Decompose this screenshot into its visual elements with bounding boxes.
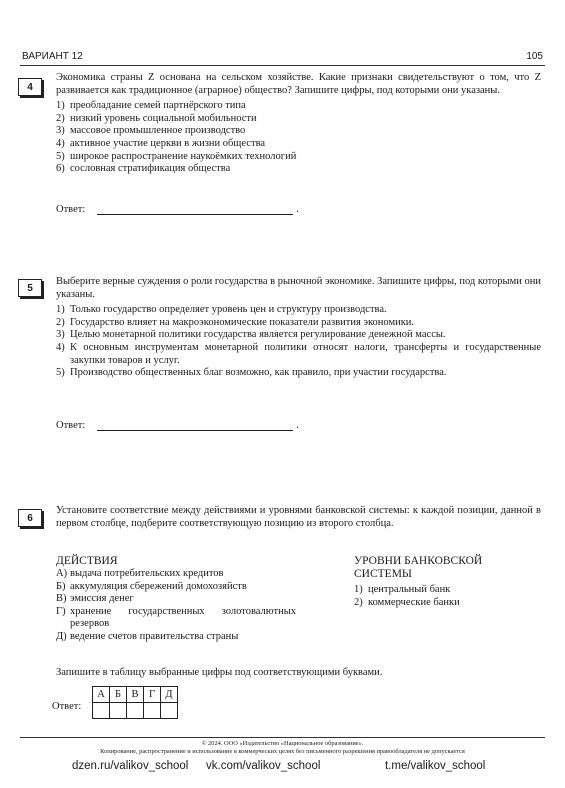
option-text: массовое промышленное производство [70,125,246,137]
link-telegram[interactable]: t.me/valikov_school [385,760,486,772]
option-item [56,568,296,581]
option-item [56,593,296,606]
option-key: В) [56,593,67,605]
task-4 [16,72,541,222]
task-question: Экономика страны Z основана на сельском хозяйстве. Какие признаки свидетельствуют о том, что Z развивается как традиционное (аграрное) общество? Запишите цифры, под которыми они указаны. [56,72,541,96]
option-item [56,581,296,594]
option-key: Б) [56,580,66,592]
answer-label-row [52,701,81,712]
page-number: 105 [526,51,543,62]
option-text: К основным инструментам монетарной политики относят налоги, трансферты и государственные закупки товаров и услуг. [70,341,541,366]
option-text: выдача потребительских кредитов [70,568,224,579]
option-text: ведение счетов правительства страны [70,630,239,642]
option-item [56,317,541,330]
answer-cell[interactable] [110,703,127,719]
option-key: Г) [56,605,66,617]
match-right-column [354,555,541,609]
option-item [56,367,541,380]
option-item [354,597,541,610]
option-text: коммерческие банки [368,596,460,608]
option-key: 3) [56,329,65,341]
answer-line[interactable] [97,420,293,431]
option-key: 4) [56,137,65,149]
option-key: 1) [56,100,65,112]
answer-cell[interactable] [93,703,110,719]
option-key: 5) [56,150,65,162]
task-question: Выберите верные суждения о роли государства в рыночной экономике. Запишите цифры, под которыми они указаны. [56,276,541,300]
task-6 [16,505,541,725]
task-number-box: 6 [18,509,42,527]
answer-label: Ответ: [56,420,86,431]
answer-table [92,686,178,719]
task-5 [16,276,541,436]
column-header: УРОВНИ БАНКОВСКОЙ СИСТЕМЫ [354,555,483,580]
option-item [56,304,541,317]
options-list [56,304,541,380]
option-item [56,125,541,138]
option-key: 1) [354,584,363,595]
option-text: низкий уровень социальной мобильности [70,112,257,124]
task-question: Установите соответствие между действиями и уровнями банковской системы: к каждой позиции, данной в первом столбце, подберите соответствующую позицию из второго столбца. [56,505,541,529]
answer-field[interactable]: Ответ: . [56,204,299,215]
option-key: 4) [56,341,65,353]
option-text: Производство общественных благ возможно, как правило, при участии государства. [70,367,447,379]
column-header: ДЕЙСТВИЯ [56,555,118,567]
answer-line[interactable] [97,204,293,215]
option-key: 1) [56,304,65,316]
option-item [56,606,296,631]
option-item [56,113,541,126]
right-items [354,584,541,609]
link-dzen[interactable]: dzen.ru/valikov_school [72,760,189,772]
options-list [56,100,541,176]
option-item [354,584,541,597]
option-key: 2) [56,316,65,328]
option-text: центральный банк [368,584,451,595]
table-letter: Д [161,687,178,703]
variant-label: ВАРИАНТ 12 [22,51,83,62]
table-letter: В [127,687,144,703]
page-header [20,49,545,66]
table-letter: А [93,687,110,703]
option-item [56,151,541,164]
match-left-column [56,555,296,644]
table-letter: Б [110,687,127,703]
option-key: 2) [354,596,363,608]
table-letter: Г [144,687,161,703]
option-text: Государство влияет на макроэкономические показатели развития экономики. [70,316,415,328]
answer-label: Ответ: [52,701,82,712]
option-item [56,329,541,342]
option-text: Только государство определяет уровень цен и структуру производства. [70,304,387,316]
answer-cell[interactable] [161,703,178,719]
task-content [56,505,541,530]
links-row [0,760,565,776]
task-content [56,276,541,380]
option-text: широкое распространение наукоёмких технологий [70,150,297,162]
option-item [56,163,541,176]
option-key: А) [56,568,68,579]
footer [20,737,545,756]
option-key: Д) [56,630,67,642]
copyright-notice: Копирование, распространение и использование в коммерческих целях без письменного разрешения правообладателя не допускается [100,748,465,755]
task-content [56,72,541,176]
option-text: эмиссия денег [70,593,134,605]
option-item [56,100,541,113]
option-item [56,631,296,644]
task-number-box: 5 [18,279,42,297]
instruction: Запишите в таблицу выбранные цифры под соответствующими буквами. [56,667,383,678]
answer-label: Ответ: [56,204,86,215]
option-key: 2) [56,112,65,124]
copyright: © 2024. ООО «Издательство «Национальное образование». [201,740,364,747]
option-item [56,138,541,151]
option-text: сословная стратификация общества [70,163,231,175]
option-text: хранение государственных золотовалютных резервов [70,605,296,630]
answer-cell[interactable] [144,703,161,719]
answer-field[interactable]: Ответ: . [56,420,299,431]
link-vk[interactable]: vk.com/valikov_school [206,760,321,772]
option-text: Целью монетарной политики государства является регулирование денежной массы. [70,329,446,341]
answer-cell[interactable] [127,703,144,719]
task-number-box: 4 [18,78,42,96]
left-items [56,568,296,644]
option-key: 5) [56,367,65,379]
option-key: 6) [56,163,65,175]
option-text: преобладание семей партнёрского типа [70,100,246,112]
option-key: 3) [56,125,65,137]
option-text: аккумуляция сбережений домохозяйств [70,580,247,592]
option-item [56,342,541,367]
option-text: активное участие церкви в жизни общества [70,137,266,149]
